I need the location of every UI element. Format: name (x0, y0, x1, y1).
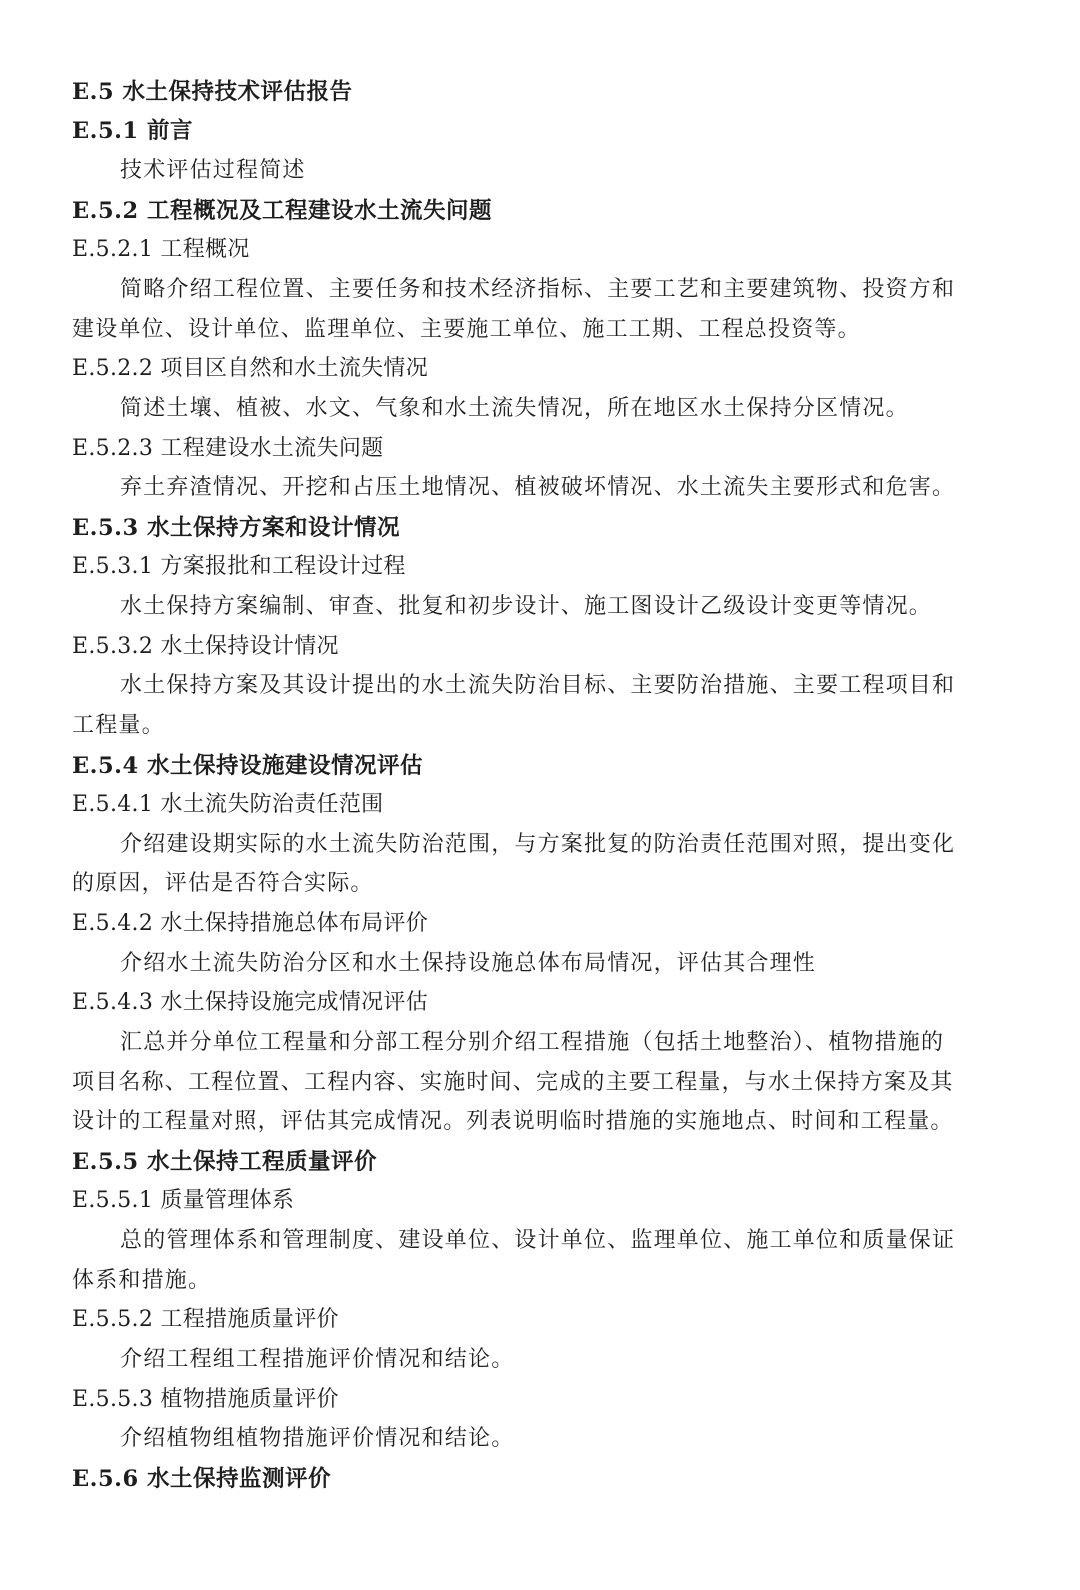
paragraph-text: 水土保持方案及其设计提出的水土流失防治目标、主要防治措施、主要工程项目和 (120, 673, 956, 698)
paragraph-text: 项目名称、工程位置、工程内容、实施时间、完成的主要工程量，与水土保持方案及其 (72, 1070, 954, 1095)
section-heading: E.5.1 前言 (72, 118, 193, 144)
paragraph-text: 汇总并分单位工程量和分部工程分别介绍工程措施（包括土地整治）、植物措施的 (120, 1030, 945, 1055)
paragraph-text: 技术评估过程简述 (120, 158, 306, 183)
subsection-heading: E.5.2.3 工程建设水土流失问题 (72, 436, 384, 461)
paragraph-text: 设计的工程量对照，评估其完成情况。列表说明临时措施的实施地点、时间和工程量。 (72, 1109, 954, 1134)
paragraph-text: 总的管理体系和管理制度、建设单位、设计单位、监理单位、施工单位和质量保证 (120, 1228, 956, 1253)
subsection-heading: E.5.3.2 水土保持设计情况 (72, 634, 339, 659)
section-heading: E.5 水土保持技术评估报告 (72, 79, 353, 105)
subsection-heading: E.5.3.1 方案报批和工程设计过程 (72, 554, 406, 579)
paragraph-text: 介绍工程组工程措施评价情况和结论。 (120, 1347, 515, 1372)
section-heading: E.5.3 水土保持方案和设计情况 (72, 515, 400, 541)
paragraph-text: 介绍植物组植物措施评价情况和结论。 (120, 1426, 515, 1451)
paragraph-text: 介绍水土流失防治分区和水土保持设施总体布局情况，评估其合理性 (120, 951, 817, 976)
paragraph-text: 体系和措施。 (72, 1268, 212, 1293)
paragraph-text: 工程量。 (72, 713, 165, 738)
subsection-heading: E.5.5.3 植物措施质量评价 (72, 1387, 339, 1412)
paragraph-text: 简略介绍工程位置、主要任务和技术经济指标、主要工艺和主要建筑物、投资方和 (120, 277, 956, 302)
subsection-heading: E.5.4.1 水土流失防治责任范围 (72, 792, 384, 817)
paragraph-text: 介绍建设期实际的水土流失防治范围，与方案批复的防治责任范围对照，提出变化 (120, 832, 956, 857)
subsection-heading: E.5.4.2 水土保持措施总体布局评价 (72, 911, 429, 936)
paragraph-text: 建设单位、设计单位、监理单位、主要施工单位、施工工期、工程总投资等。 (72, 317, 861, 342)
subsection-heading: E.5.4.3 水土保持设施完成情况评估 (72, 990, 429, 1015)
subsection-heading: E.5.5.1 质量管理体系 (72, 1188, 295, 1213)
section-heading: E.5.2 工程概况及工程建设水土流失问题 (72, 198, 492, 224)
subsection-heading: E.5.2.1 工程概况 (72, 237, 250, 262)
paragraph-text: 弃土弃渣情况、开挖和占压土地情况、植被破坏情况、水土流失主要形式和危害。 (120, 475, 956, 500)
subsection-heading: E.5.2.2 项目区自然和水土流失情况 (72, 356, 429, 381)
subsection-heading: E.5.5.2 工程措施质量评价 (72, 1307, 339, 1332)
section-heading: E.5.4 水土保持设施建设情况评估 (72, 753, 423, 779)
section-heading: E.5.6 水土保持监测评价 (72, 1466, 331, 1492)
paragraph-text: 水土保持方案编制、审查、批复和初步设计、施工图设计乙级设计变更等情况。 (120, 594, 933, 619)
paragraph-text: 简述土壤、植被、水文、气象和水土流失情况，所在地区水土保持分区情况。 (120, 396, 909, 421)
paragraph-text: 的原因，评估是否符合实际。 (72, 871, 374, 896)
section-heading: E.5.5 水土保持工程质量评价 (72, 1149, 377, 1175)
